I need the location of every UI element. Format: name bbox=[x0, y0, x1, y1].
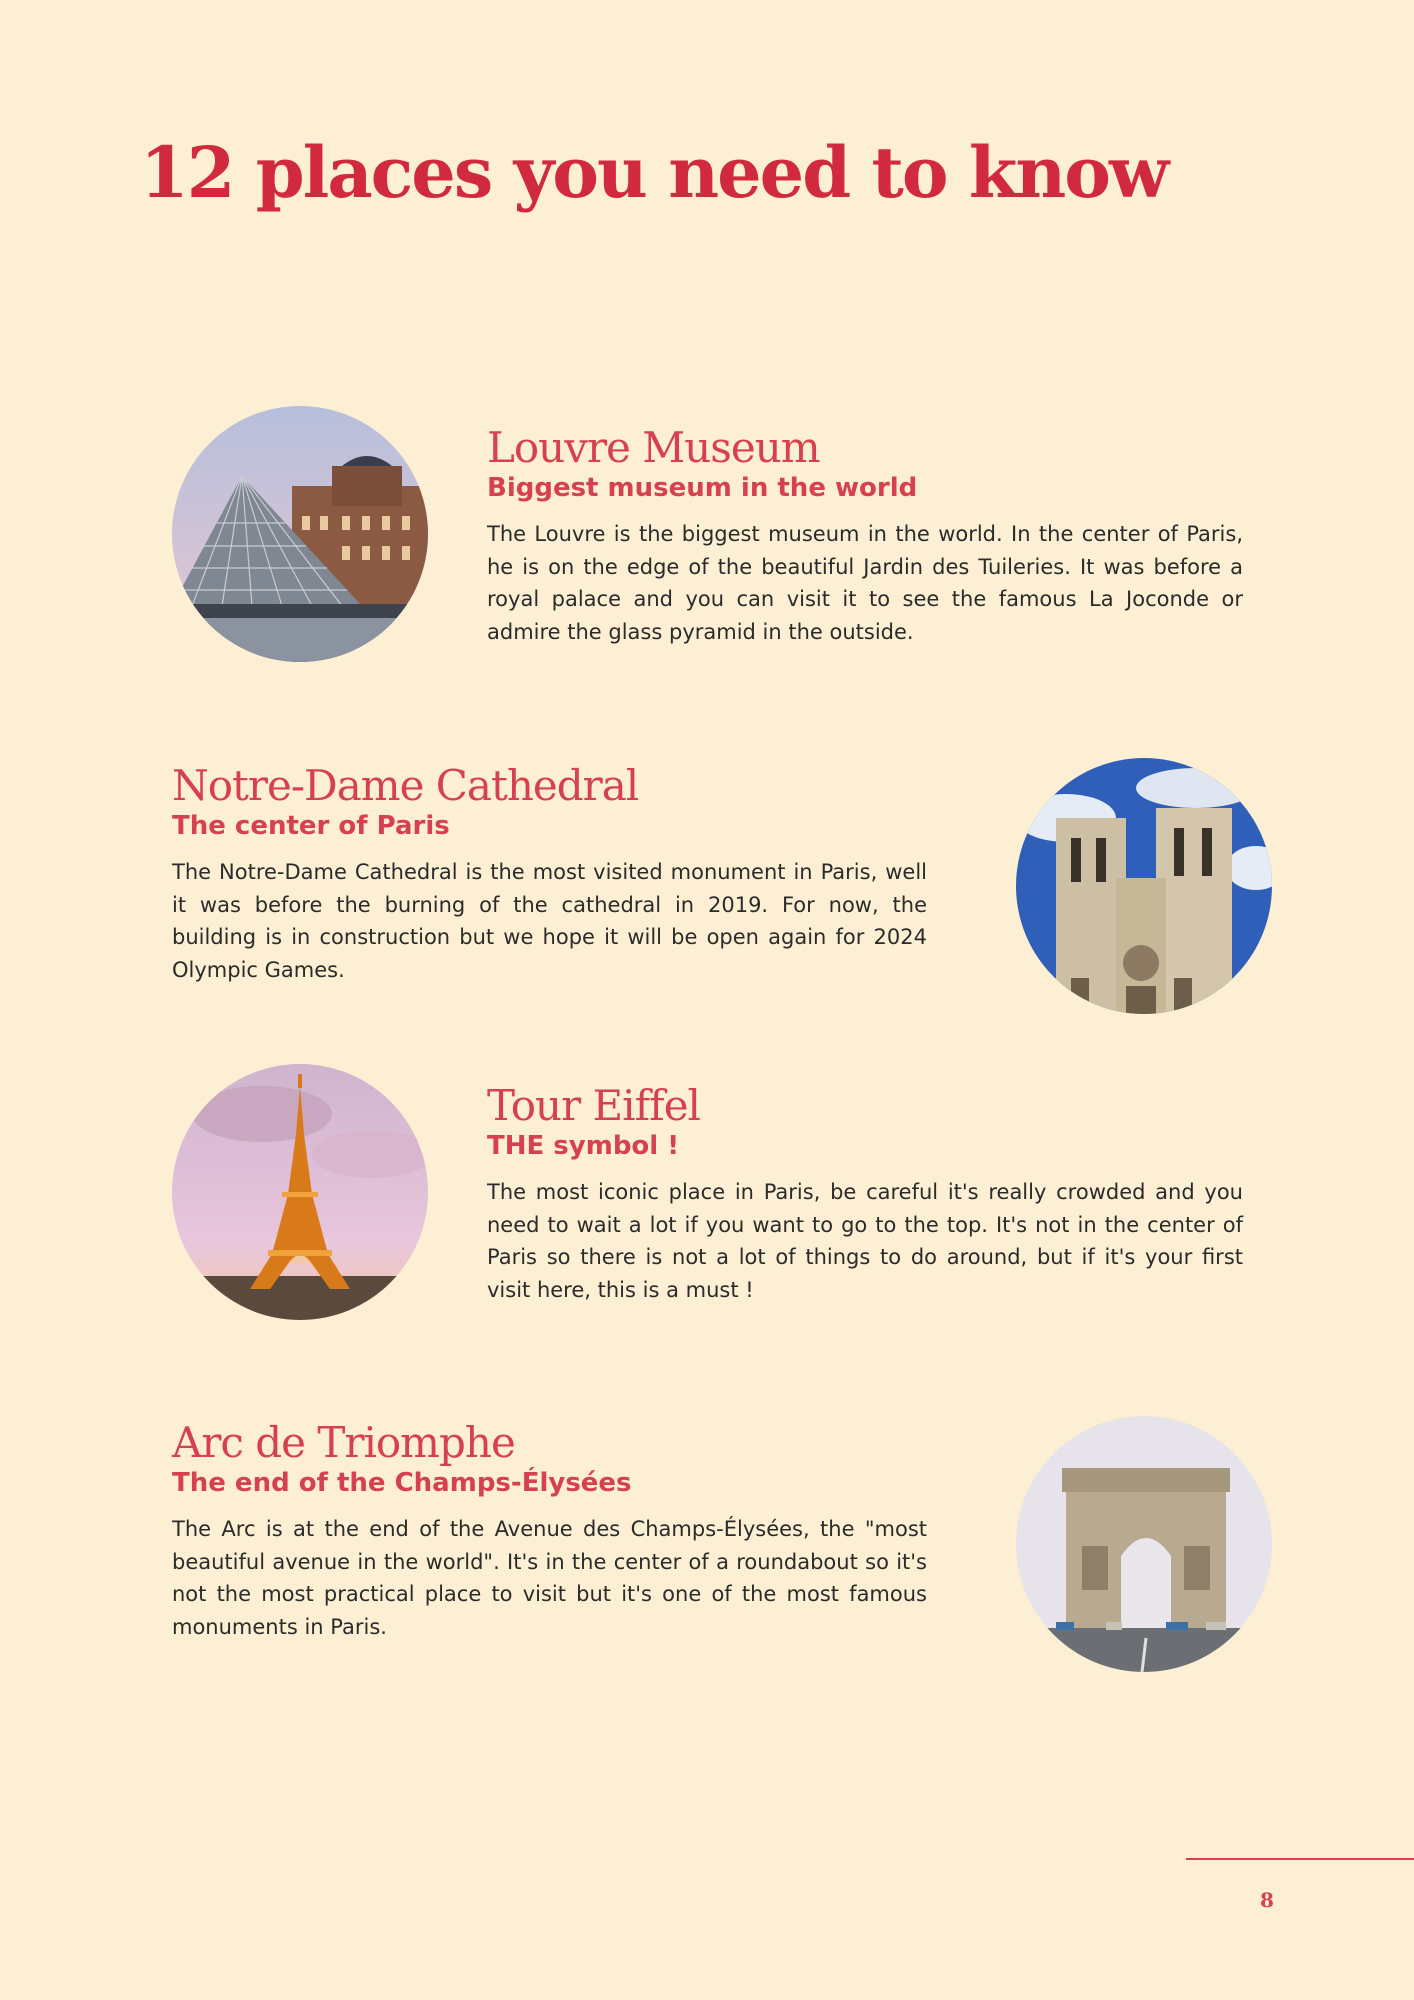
place-name: Louvre Museum bbox=[487, 423, 820, 472]
place-description: The Arc is at the end of the Avenue des Champs-Élysées, the "most beautiful avenue in the world". It's in the center of a roundabout so it's not the most practical place to visit but it's one of the most famous monuments in Paris. bbox=[172, 1517, 927, 1639]
footer-rule bbox=[1186, 1858, 1414, 1860]
arc-de-triomphe-photo bbox=[1016, 1416, 1272, 1672]
place-name: Arc de Triomphe bbox=[172, 1418, 515, 1467]
place-description: The Louvre is the biggest museum in the world. In the center of Paris, he is on the edge of the beautiful Jardin des Tuileries. It was before a royal palace and you can visit it to see the famous La Joconde or admire the glass pyramid in the outside. bbox=[487, 522, 1243, 644]
notre-dame-photo bbox=[1016, 758, 1272, 1014]
place-description: The Notre-Dame Cathedral is the most visited monument in Paris, well it was before the burning of the cathedral in 2019. For now, the building is in construction but we hope it will be open again for 2024 Olympic Games. bbox=[172, 860, 927, 982]
place-tour-eiffel bbox=[487, 1082, 1243, 1306]
place-louvre bbox=[487, 424, 1243, 648]
place-description: The most iconic place in Paris, be careful it's really crowded and you need to wait a lot if you want to go to the top. It's not in the center of Paris so there is not a lot of things to do around, but if it's your first visit here, this is a must ! bbox=[487, 1180, 1243, 1302]
page-number: 8 bbox=[1260, 1888, 1274, 1912]
eiffel-tower-photo bbox=[172, 1064, 428, 1320]
place-subtitle: The end of the Champs-Élysées bbox=[172, 1468, 632, 1498]
place-name: Notre-Dame Cathedral bbox=[172, 761, 639, 810]
place-name: Tour Eiffel bbox=[487, 1081, 700, 1130]
place-arc-de-triomphe bbox=[172, 1419, 927, 1643]
place-subtitle: The center of Paris bbox=[172, 811, 450, 841]
place-subtitle: Biggest museum in the world bbox=[487, 473, 918, 503]
page-title: 12 places you need to know bbox=[140, 131, 1168, 214]
louvre-photo bbox=[172, 406, 428, 662]
place-subtitle: THE symbol ! bbox=[487, 1131, 680, 1161]
place-notre-dame bbox=[172, 762, 927, 986]
